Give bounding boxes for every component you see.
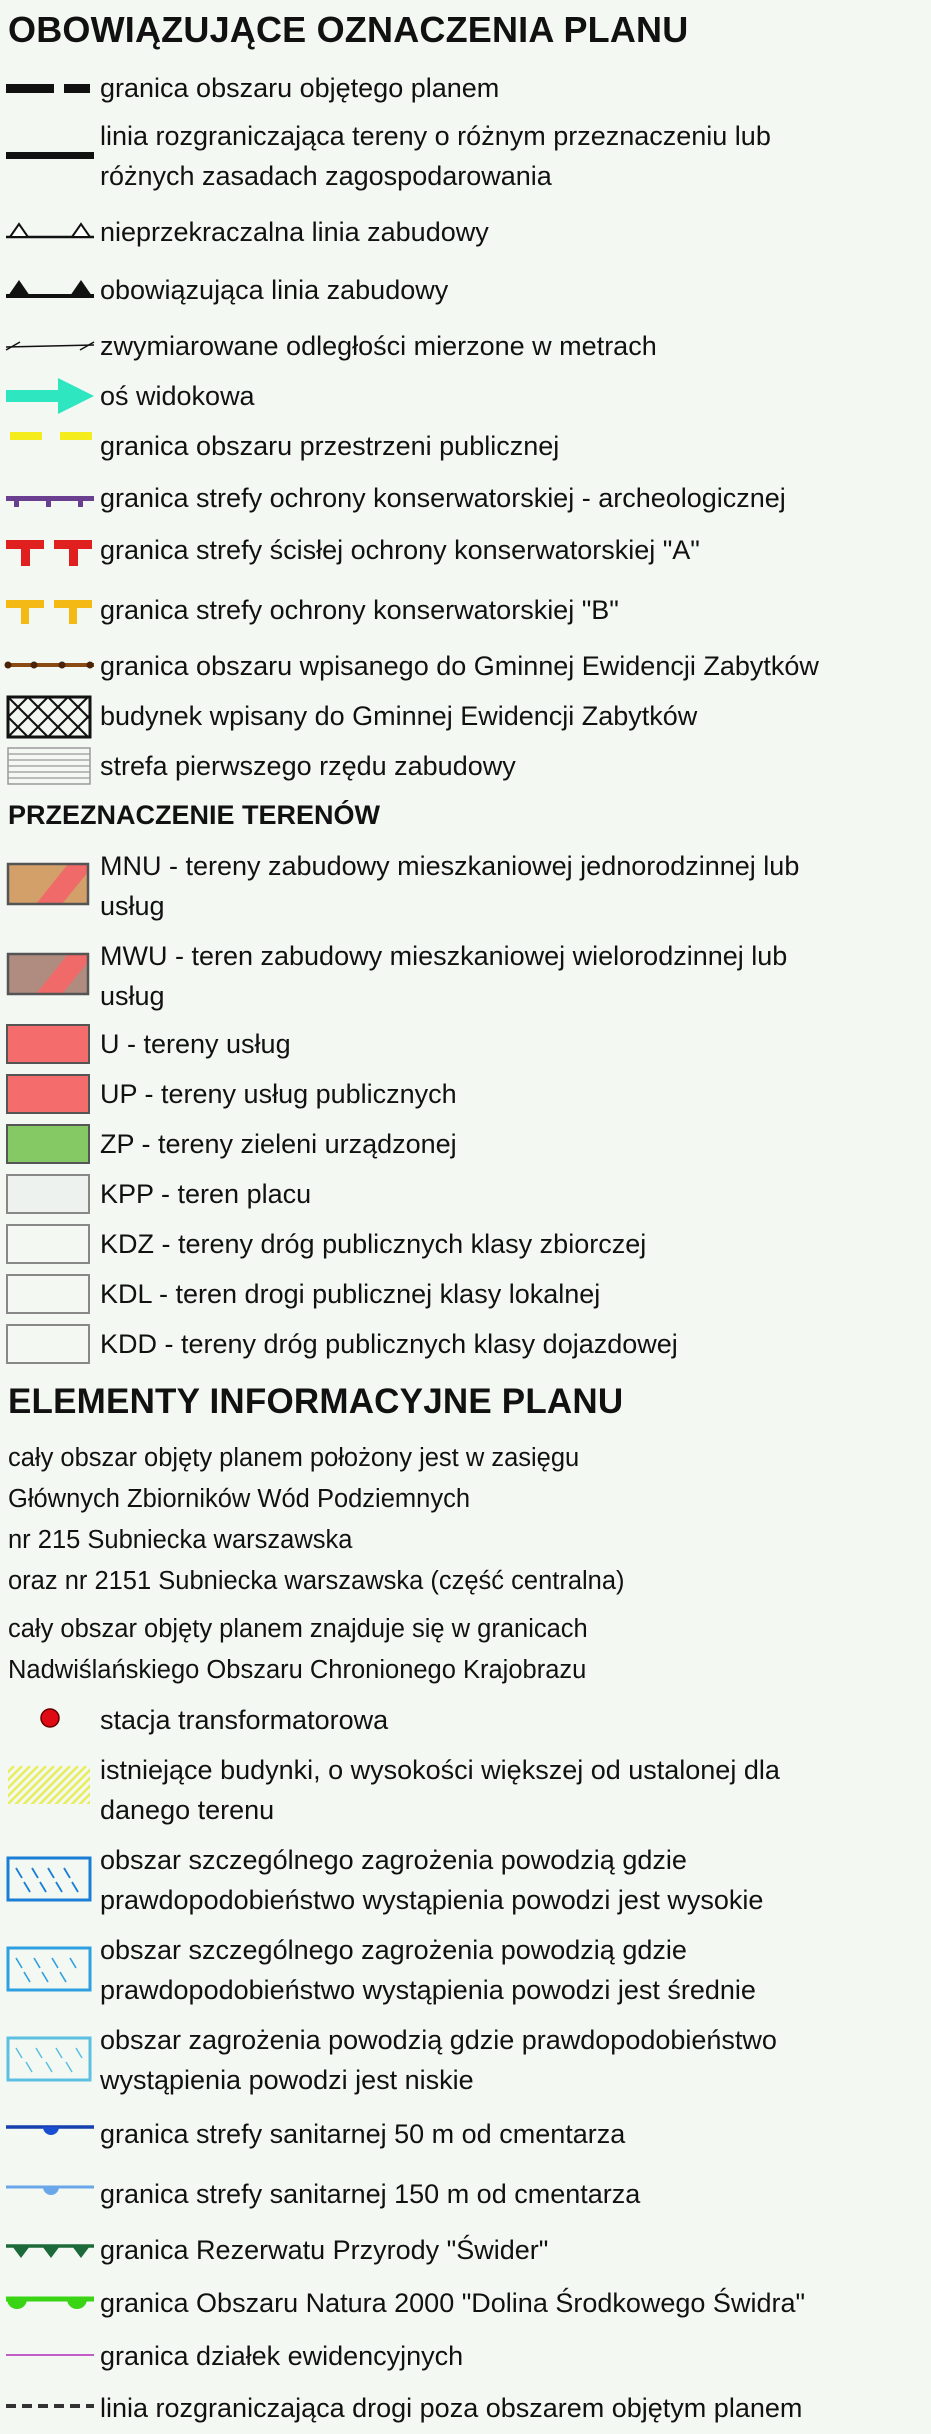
legend-label: U - tereny usług (100, 1029, 291, 1059)
mwu-swatch (6, 952, 94, 996)
legend-label: KDD - tereny dróg publicznych klasy dojazdowej (100, 1329, 678, 1359)
legend-label: zwymiarowane odległości mierzone w metrach (100, 331, 657, 361)
legend-label: nieprzekraczalna linia zabudowy (100, 217, 489, 247)
legend-label: istniejące budynki, o wysokości większej od ustalonej dla (100, 1755, 780, 1785)
kpp-swatch (6, 1174, 90, 1214)
info-text-line: cały obszar objęty planem położony jest w zasięgu (8, 1444, 580, 1472)
kdd-swatch (6, 1324, 90, 1364)
view-axis-arrow-icon (6, 376, 94, 416)
purple-tick-line-symbol (6, 478, 94, 518)
orange-t-line-symbol (6, 590, 94, 630)
legend-label: obowiązująca linia zabudowy (100, 275, 449, 305)
legend-label: ZP - tereny zieleni urządzonej (100, 1129, 457, 1159)
legend-label: granica obszaru wpisanego do Gminnej Ewidencji Zabytków (100, 651, 819, 681)
flood-high-symbol (6, 1856, 94, 1902)
legend-label: granica obszaru przestrzeni publicznej (100, 431, 560, 461)
legend-label-continued: usług (100, 981, 165, 1011)
plan-boundary-symbol (6, 68, 94, 108)
legend-label-continued: usług (100, 891, 165, 921)
legend-label: granica Rezerwatu Przyrody "Świder" (100, 2235, 549, 2265)
legend-label: granica działek ewidencyjnych (100, 2341, 464, 2371)
legend-label: obszar zagrożenia powodzią gdzie prawdopodobieństwo (100, 2025, 777, 2055)
legend-label: budynek wpisany do Gminnej Ewidencji Zabytków (100, 701, 698, 731)
red-dot-icon (6, 1700, 94, 1740)
legend-label-continued: prawdopodobieństwo wystąpienia powodzi jest wysokie (100, 1885, 764, 1915)
thin-purple-line-symbol (6, 2336, 94, 2376)
info-text-line: cały obszar objęty planem znajduje się w granicach (8, 1615, 588, 1643)
legend-label: obszar szczególnego zagrożenia powodzią gdzie (100, 1845, 687, 1875)
section-heading-land-use: PRZEZNACZENIE TERENÓW (8, 800, 381, 830)
section-heading-info: ELEMENTY INFORMACYJNE PLANU (8, 1382, 624, 1421)
legend-label: obszar szczególnego zagrożenia powodzią gdzie (100, 1935, 687, 1965)
legend-label: KPP - teren placu (100, 1179, 312, 1209)
legend-label: granica strefy ochrony konserwatorskiej - archeologicznej (100, 483, 786, 513)
legend-label: granica Obszaru Natura 2000 "Dolina Środkowego Świdra" (100, 2288, 806, 2318)
info-text-line: Nadwiślańskiego Obszaru Chronionego Krajobrazu (8, 1656, 587, 1684)
legend-label-continued: prawdopodobieństwo wystąpienia powodzi jest średnie (100, 1975, 756, 2005)
lime-circle-line-symbol (6, 2283, 94, 2323)
dashed-black-line-symbol (6, 2388, 94, 2428)
legend-label: KDL - teren drogi publicznej klasy lokalnej (100, 1279, 601, 1309)
open-triangle-line-symbol (6, 212, 94, 252)
u-swatch (6, 1024, 90, 1064)
legend-label-continued: wystąpienia powodzi jest niskie (100, 2065, 474, 2095)
blue-dot-line-symbol (6, 2114, 94, 2154)
dimension-line-symbol (6, 326, 94, 366)
solid-line-symbol (6, 116, 94, 196)
lightblue-dot-line-symbol (6, 2174, 94, 2214)
legend-label: UP - tereny usług publicznych (100, 1079, 457, 1109)
flood-medium-symbol (6, 1946, 94, 1992)
info-text-line: nr 215 Subniecka warszawska (8, 1526, 353, 1554)
crosshatch-box-symbol (6, 696, 94, 736)
flood-low-symbol (6, 2036, 94, 2082)
legend-label: linia rozgraniczająca tereny o różnym przeznaczeniu lub (100, 121, 771, 151)
zp-swatch (6, 1124, 90, 1164)
green-triangle-line-symbol (6, 2230, 94, 2270)
legend-label-continued: danego terenu (100, 1795, 275, 1825)
legend-label: granica obszaru objętego planem (100, 73, 500, 103)
legend-label: oś widokowa (100, 381, 255, 411)
legend-label: MNU - tereny zabudowy mieszkaniowej jednorodzinnej lub (100, 851, 800, 881)
legend-label: granica strefy ścisłej ochrony konserwatorskiej "A" (100, 535, 700, 565)
legend-label: granica strefy sanitarnej 50 m od cmentarza (100, 2119, 626, 2149)
legend-label: strefa pierwszego rzędu zabudowy (100, 751, 516, 781)
legend-label: stacja transformatorowa (100, 1705, 389, 1735)
legend-title: OBOWIĄZUJĄCE OZNACZENIA PLANU (8, 9, 689, 50)
legend-label: linia rozgraniczająca drogi poza obszarem objętym planem (100, 2393, 803, 2423)
striped-box-symbol (6, 746, 94, 786)
kdz-swatch (6, 1224, 90, 1264)
legend-label: KDZ - tereny dróg publicznych klasy zbiorczej (100, 1229, 647, 1259)
info-text-line: oraz nr 2151 Subniecka warszawska (część centralna) (8, 1567, 625, 1595)
filled-triangle-line-symbol (6, 270, 94, 310)
legend-label: granica strefy sanitarnej 150 m od cmentarza (100, 2179, 641, 2209)
legend-label: granica strefy ochrony konserwatorskiej "B" (100, 595, 619, 625)
brown-dotted-line-symbol (6, 646, 94, 686)
up-swatch (6, 1074, 90, 1114)
info-text-line: Głównych Zbiorników Wód Podziemnych (8, 1485, 471, 1513)
legend-label-continued: różnych zasadach zagospodarowania (100, 161, 552, 191)
mnu-swatch (6, 862, 94, 906)
yellow-hatch-symbol (6, 1764, 94, 1812)
kdl-swatch (6, 1274, 90, 1314)
red-t-line-symbol (6, 530, 94, 570)
yellow-dashed-line-symbol (6, 426, 94, 466)
legend-label: MWU - teren zabudowy mieszkaniowej wielorodzinnej lub (100, 941, 788, 971)
